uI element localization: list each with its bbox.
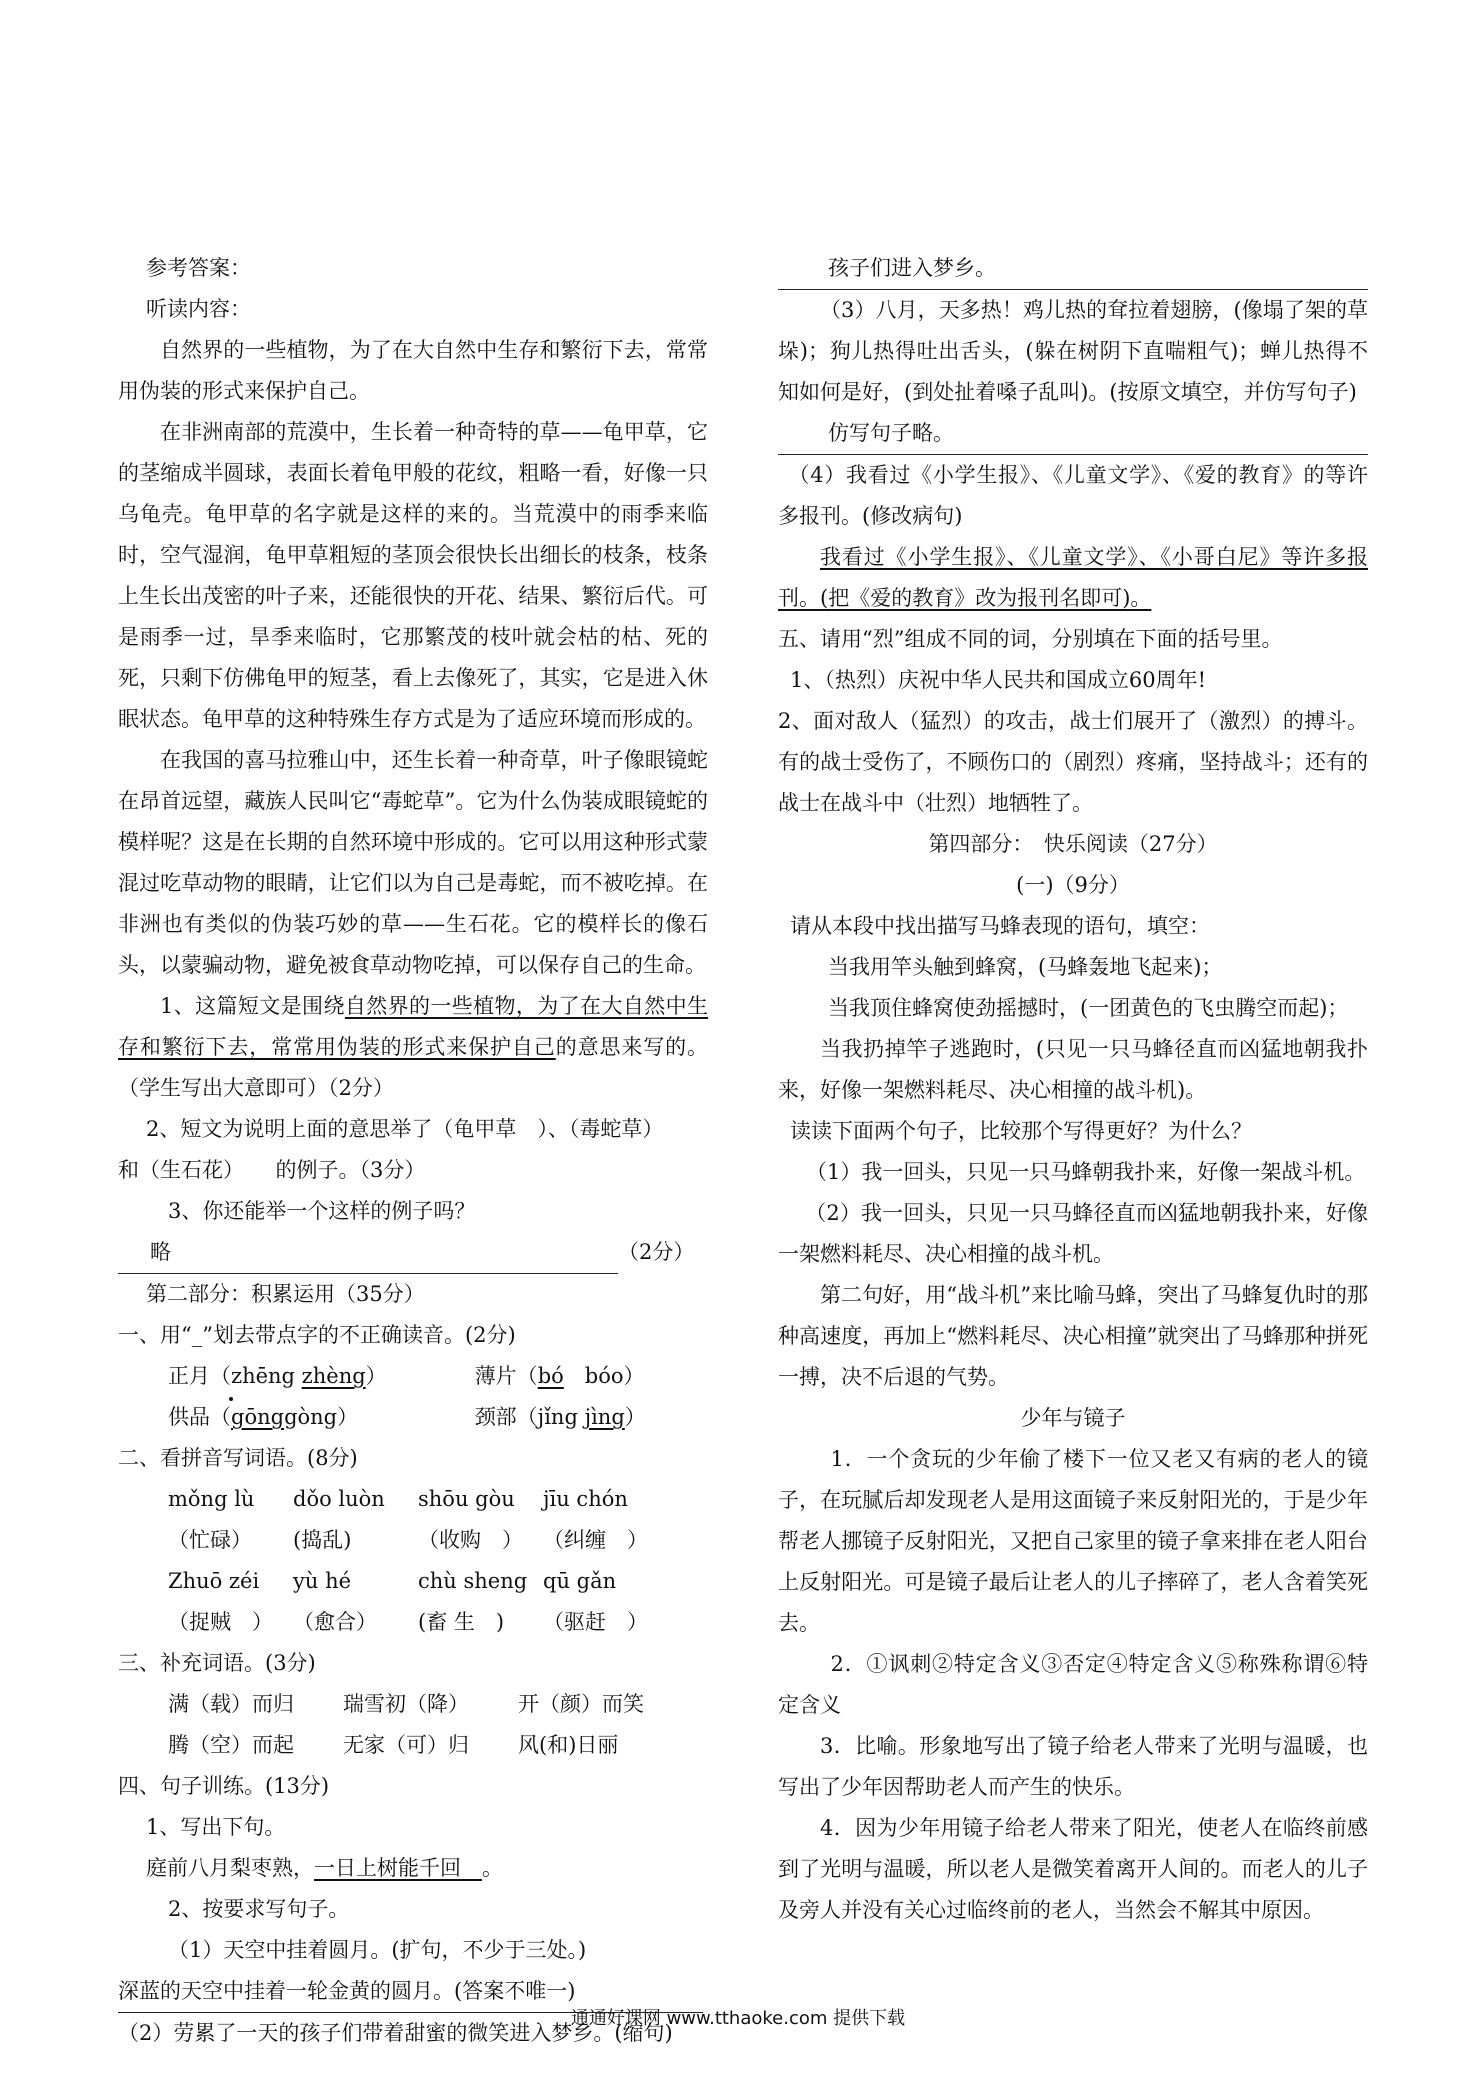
task-2-question-3: （3）八月，天多热！鸡儿热的耷拉着翅膀，(像塌了架的草垛)；狗儿热得吐出舌头，(躲在树阴下直喘粗气)；蝉儿热得不知如何是好，(到处扯着嗓子乱叫)。(按原文填空，并仿写句子) [778,298,1369,404]
sentence-task-2: 2、按要求写句子。 [168,1897,350,1921]
question-3-answer-line [118,1232,708,1274]
poem-line: 庭前八月梨枣熟，一日上树能千回 。 [146,1856,503,1880]
answer-heading: 参考答案： [146,256,251,280]
section-1-heading: 一、用“_”划去带点字的不正确读音。(2分) [118,1323,516,1347]
passage-paragraph: 在非洲南部的荒漠中，生长着一种奇特的草——龟甲草，它的茎缩成半圆球，表面长着龟甲般的花纹，粗略一看，好像一只乌龟壳。龟甲草的名字就是这样的来的。当荒漠中的雨季来临时，空气湿润，龟甲草粗短的茎顶会很快长出细长的枝条，枝条上生长出茂密的叶子来，还能很快的开花、结果、繁衍后代。可是雨季一过，旱季来临时，它那繁茂的枝叶就会枯的枯、死的死，只剩下仿佛龟甲的短茎，看上去像死了，其实，它是进入休眠状态。龟甲草的这种特殊生存方式是为了适应环境而形成的。 [118,420,708,731]
idiom-cell: 瑞雪初（降） [343,1692,469,1716]
pinyin-choice-item: 颈部（jǐng jìng） [474,1405,646,1429]
task-2-answer-2: 孩子们进入梦乡。 [778,248,1368,290]
task-2-question-4: （4）我看过《小学生报》、《儿童文学》、《爱的教育》的等许多报刊。(修改病句) [778,463,1368,528]
idiom-cell: 腾（空）而起 [168,1733,294,1757]
story-answer-2: 2．①讽刺②特定含义③否定④特定含义⑤称殊称谓⑥特定含义 [778,1652,1368,1717]
question-2-continued: 和（生石花） 的例子。（3分） [118,1158,426,1182]
story-answer-4: 4．因为少年用镜子给老人带来了阳光，使老人在临终前感到了光明与温暖，所以老人是微笑着离开人间的。而老人的儿子及旁人并没有关心过临终前的老人，当然会不解其中原因。 [778,1816,1368,1922]
section-5-item-1: 1、（热烈）庆祝中华人民共和国成立60周年! [790,668,1207,692]
reading-answer: 当我用竿头触到蜂窝，(马蜂轰地飞起来)； [828,955,1223,979]
passage-paragraph: 自然界的一些植物，为了在大自然中生存和繁衍下去，常常用伪装的形式来保护自己。 [118,338,708,403]
pinyin-cell: jīu chón [543,1487,628,1511]
task-2-question-2: （2）劳累了一天的孩子们带着甜蜜的微笑进入梦乡。(缩句) [118,2021,673,2045]
idiom-cell: 开（颜）而笑 [518,1692,644,1716]
section-3-heading: 三、补充词语。(3分) [118,1651,316,1675]
pinyin-cell: shōu gòu [418,1487,515,1511]
pinyin-choice-row [118,1397,708,1438]
word-cell: （捉贼 ） [168,1610,273,1634]
section-4-heading: 四、句子训练。(13分) [118,1774,330,1798]
pinyin-cell: yù hé [293,1569,352,1593]
word-cell: (畜 生 ) [418,1610,505,1634]
section-5-item-2: 2、面对敌人（猛烈）的攻击，战士们展开了（激烈）的搏斗。有的战士受伤了，不顾伤口的（剧烈）疼痛，坚持战斗；还有的战士在战斗中（壮烈）地牺牲了。 [778,709,1368,815]
pinyin-choice-row [118,1356,708,1397]
pinyin-choice-item: 薄片（bó bóo） [474,1364,645,1388]
pinyin-choice-item: 供品（gōnggòng） [168,1405,359,1429]
idiom-cell: 风(和)日丽 [518,1733,619,1757]
word-cell: （驱赶 ） [543,1610,648,1634]
pinyin-cell: dǒo luòn [293,1487,385,1511]
word-row [118,1520,708,1561]
story-answer-3: 3．比喻。形象地写出了镜子给老人带来了光明与温暖，也写出了少年因帮助老人而产生的快乐。 [778,1734,1368,1799]
word-row [118,1602,708,1643]
comparison-answer: 第二句好，用“战斗机”来比喻马蜂，突出了马蜂复仇时的那种高速度，再加上“燃料耗尽、决心相撞”就突出了马蜂那种拼死一搏，决不后退的气势。 [778,1283,1368,1389]
question-3-answer: 略 [118,1232,618,1274]
pinyin-row [118,1479,708,1520]
part-4-subheading: (一)（9分） [1016,873,1130,897]
question-3: 3、你还能举一个这样的例子吗？ [168,1199,476,1223]
pinyin-choice-item: 正月（zhēng zhèng） [168,1356,468,1397]
question-1-answer: 自然界的一些植物，为了在大自然中生存和繁衍下去，常常用伪装的形式来保护自己 [118,994,708,1059]
task-2-answer-1: 深蓝的天空中挂着一轮金黄的圆月。(答案不唯一) [118,1971,703,2013]
word-cell: （忙碌） [168,1528,252,1552]
idiom-cell: 无家（可）归 [343,1733,469,1757]
task-2-answer-4: 我看过《小学生报》、《儿童文学》、《小哥白尼》等许多报刊。(把《爱的教育》改为报刊名即可)。 [778,545,1368,610]
task-2-question-1: （1）天空中挂着圆月。(扩句，不少于三处。) [168,1938,587,1962]
question-2: 2、短文为说明上面的意思举了（龟甲草 ）、（毒蛇草） [146,1117,664,1141]
pinyin-cell: qū gǎn [543,1569,617,1593]
page-footer: 通通好课网 www.tthaoke.com 提供下载 [570,2008,906,2029]
right-column [778,248,1368,1931]
idiom-cell: 满（载）而归 [168,1692,294,1716]
passage-paragraph: 在我国的喜马拉雅山中，还生长着一种奇草，叶子像眼镜蛇在昂首远望，藏族人民叫它“毒蛇草”。它为什么伪装成眼镜蛇的模样呢？这是在长期的自然环境中形成的。它可以用这种形式蒙混过吃草动物的眼睛，让它们以为自己是毒蛇，而不被吃掉。在非洲也有类似的伪装巧妙的草——生石花。它的模样长的像石头，以蒙骗动物，避免被食草动物吃掉，可以保存自己的生命。 [118,748,708,977]
pinyin-cell: chù sheng [418,1569,528,1593]
story-answer-1: 1．一个贪玩的少年偷了楼下一位又老又有病的老人的镜子，在玩腻后却发现老人是用这面镜子来反射阳光的，于是少年帮老人挪镜子反射阳光，又把自己家里的镜子拿来排在老人阳台上反射阳光。可是镜子最后让老人的儿子摔碎了，老人含着笑死去。 [778,1447,1368,1635]
reading-question-2: 读读下面两个句子，比较那个写得更好？为什么？ [790,1119,1252,1143]
task-2-answer-3: 仿写句子略。 [778,413,1368,455]
section-2-heading: 二、看拼音写词语。(8分) [118,1446,358,1470]
part-4-heading: 第四部分： 快乐阅读（27分） [928,832,1218,856]
sentence-task-1: 1、写出下句。 [146,1815,286,1839]
word-cell: (捣乱) [293,1528,352,1552]
word-cell: （收购 ） [418,1528,523,1552]
idiom-row [118,1684,708,1725]
question-1: 1、这篇短文是围绕自然界的一些植物，为了在大自然中生存和繁衍下去，常常用伪装的形式来保护自己的意思来写的。（学生写出大意即可）（2分） [118,994,709,1100]
idiom-row [118,1725,708,1766]
reading-answer: 当我顶住蜂窝使劲摇撼时，(一团黄色的飞虫腾空而起)； [828,996,1349,1020]
pinyin-cell: Zhuō zéi [168,1569,260,1593]
pinyin-cell: mǒng lù [168,1487,255,1511]
pinyin-row [118,1561,708,1602]
story-title: 少年与镜子 [1020,1406,1126,1430]
left-column [118,248,708,2054]
word-cell: （纠缠 ） [543,1528,648,1552]
poem-answer: 一日上树能千回 [314,1856,482,1880]
reading-answer: 当我扔掉竿子逃跑时，(只见一只马蜂径直而凶猛地朝我扑来，好像一架燃料耗尽、决心相撞的战斗机)。 [778,1037,1368,1102]
section-5-heading: 五、请用“烈”组成不同的词，分别填在下面的括号里。 [778,627,1283,651]
word-cell: （愈合） [293,1610,377,1634]
part-2-heading: 第二部分：积累运用（35分） [146,1282,425,1306]
listening-heading: 听读内容： [146,297,251,321]
reading-question-1: 请从本段中找出描写马蜂表现的语句，填空： [790,914,1210,938]
comparison-sentence-2: （2）我一回头，只见一只马蜂径直而凶猛地朝我扑来，好像一架燃料耗尽、决心相撞的战斗机。 [778,1201,1368,1266]
question-3-score: （2分） [618,1240,695,1264]
comparison-sentence-1: （1）我一回头，只见一只马蜂朝我扑来，好像一架战斗机。 [806,1160,1366,1184]
